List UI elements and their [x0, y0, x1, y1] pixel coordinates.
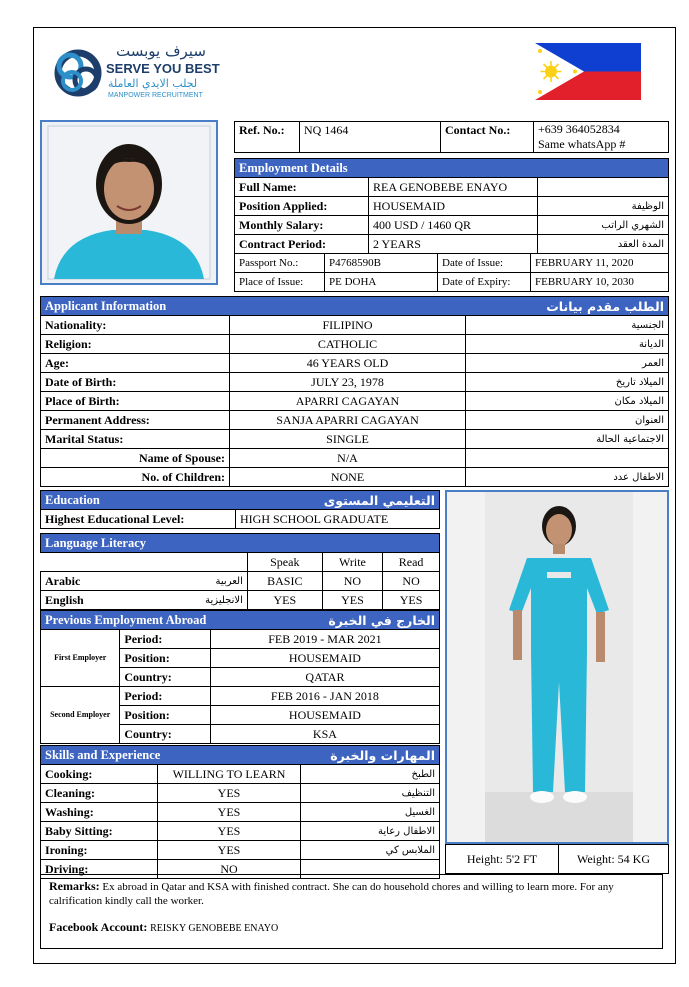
skill-value: YES — [158, 803, 301, 822]
applicant-row — [41, 468, 669, 487]
applicant-arabic: العنوان — [466, 411, 669, 430]
skill-label: Baby Sitting: — [41, 822, 158, 841]
employment-arabic: الوظيفة — [538, 197, 669, 216]
skill-label: Washing: — [41, 803, 158, 822]
applicant-arabic: الاجتماعية الحالة — [466, 430, 669, 449]
ref-label: Ref. No.: — [235, 122, 300, 153]
education-label: Highest Educational Level: — [41, 510, 236, 529]
applicant-face-photo — [40, 120, 218, 285]
language-col-speak: Speak — [247, 553, 322, 572]
logo-knot-icon — [52, 44, 104, 102]
applicant-value: SANJA APARRI CAGAYAN — [230, 411, 466, 430]
employment-value: REA GENOBEBE ENAYO — [369, 178, 538, 197]
education-table — [40, 490, 440, 529]
employment-row — [235, 235, 669, 254]
company-logo — [52, 42, 222, 104]
applicant-row — [41, 449, 669, 468]
skill-label: Cleaning: — [41, 784, 158, 803]
employer-field-label: Period: — [120, 687, 211, 706]
applicant-value: 46 YEARS OLD — [230, 354, 466, 373]
skill-row — [41, 822, 440, 841]
applicant-label: Nationality: — [41, 316, 230, 335]
language-table — [40, 533, 440, 610]
applicant-row — [41, 354, 669, 373]
applicant-label: Religion: — [41, 335, 230, 354]
language-read: YES — [383, 591, 440, 610]
employer-field-value: HOUSEMAID — [210, 706, 439, 725]
language-blank-cell — [41, 553, 248, 572]
height-value: Height: 5'2 FT — [446, 845, 559, 874]
first-employer-label: First Employer — [41, 630, 120, 687]
body-measurements — [445, 844, 669, 874]
facebook-label: Facebook Account: — [49, 920, 148, 934]
skill-arabic: الملابس كي — [301, 841, 440, 860]
applicant-arabic: الاطفال عدد — [466, 468, 669, 487]
applicant-row — [41, 430, 669, 449]
contact-note: Same whatsApp # — [538, 137, 626, 151]
applicant-value: FILIPINO — [230, 316, 466, 335]
expiry-value: FEBRUARY 10, 2030 — [531, 273, 669, 292]
skill-value: WILLING TO LEARN — [158, 765, 301, 784]
employer-field-label: Country: — [120, 725, 211, 744]
philippines-flag — [535, 43, 641, 100]
employment-label: Contract Period: — [235, 235, 369, 254]
employment-arabic: الشهري الراتب — [538, 216, 669, 235]
skills-table — [40, 745, 440, 879]
passport-label: Passport No.: — [235, 254, 325, 273]
issue-place-label: Place of Issue: — [235, 273, 325, 292]
skill-label: Cooking: — [41, 765, 158, 784]
applicant-full-body-photo — [445, 490, 669, 844]
passport-table — [234, 253, 669, 292]
skill-arabic: الاطفال رعاية — [301, 822, 440, 841]
language-name: Arabic — [41, 572, 110, 591]
employer-field-value: HOUSEMAID — [210, 649, 439, 668]
employment-header: Employment Details — [235, 159, 669, 178]
employment-value: HOUSEMAID — [369, 197, 538, 216]
previous-header-arabic: الخارج في الخبرة — [210, 611, 439, 630]
language-col-read: Read — [383, 553, 440, 572]
language-row — [41, 591, 440, 610]
skill-value: YES — [158, 784, 301, 803]
skill-row — [41, 803, 440, 822]
employer-field-label: Position: — [120, 706, 211, 725]
language-read: NO — [383, 572, 440, 591]
education-value: HIGH SCHOOL GRADUATE — [236, 510, 440, 529]
language-write: YES — [322, 591, 382, 610]
language-arabic: الانجليزية — [109, 591, 247, 610]
skill-arabic: الطبخ — [301, 765, 440, 784]
applicant-value: CATHOLIC — [230, 335, 466, 354]
previous-header: Previous Employment Abroad — [41, 611, 211, 630]
employment-label: Full Name: — [235, 178, 369, 197]
employer-field-label: Period: — [120, 630, 211, 649]
applicant-arabic: العمر — [466, 354, 669, 373]
expiry-label: Date of Expiry: — [438, 273, 531, 292]
applicant-value: APARRI CAGAYAN — [230, 392, 466, 411]
reference-table — [234, 121, 669, 153]
previous-employment-table — [40, 610, 440, 744]
employment-value: 400 USD / 1460 QR — [369, 216, 538, 235]
remarks-label: Remarks: — [49, 879, 100, 893]
applicant-label: Marital Status: — [41, 430, 230, 449]
brand-arabic-sub: لجلب الايدي العاملة — [108, 77, 198, 90]
applicant-row — [41, 411, 669, 430]
applicant-label: Place of Birth: — [41, 392, 230, 411]
brand-name: SERVE YOU BEST — [106, 61, 220, 76]
language-row — [41, 572, 440, 591]
skill-value: YES — [158, 822, 301, 841]
skills-header: Skills and Experience — [41, 746, 301, 765]
employment-arabic — [538, 178, 669, 197]
applicant-arabic: الديانة — [466, 335, 669, 354]
second-employer-label: Second Employer — [41, 687, 120, 744]
skill-row — [41, 784, 440, 803]
language-speak: BASIC — [247, 572, 322, 591]
issue-place-value: PE DOHA — [325, 273, 438, 292]
applicant-label: Permanent Address: — [41, 411, 230, 430]
employment-table — [234, 158, 669, 254]
applicant-row — [41, 335, 669, 354]
skill-row — [41, 841, 440, 860]
remarks-text: Ex abroad in Qatar and KSA with finished contract. She can do household chores and willing to learn more. For any calrification kindly call the worker. — [49, 881, 614, 907]
employment-label: Position Applied: — [235, 197, 369, 216]
skill-value: YES — [158, 841, 301, 860]
applicant-value: NONE — [230, 468, 466, 487]
skills-header-arabic: المهارات والخبرة — [301, 746, 440, 765]
issue-date-label: Date of Issue: — [438, 254, 531, 273]
bio-data-page — [33, 27, 676, 964]
employer-field-value: QATAR — [210, 668, 439, 687]
employment-label: Monthly Salary: — [235, 216, 369, 235]
applicant-row — [41, 373, 669, 392]
brand-arabic-name: سيرف يوبست — [116, 42, 206, 60]
employer-field-label: Country: — [120, 668, 211, 687]
skill-row — [41, 765, 440, 784]
applicant-arabic: الميلاد مكان — [466, 392, 669, 411]
language-speak: YES — [247, 591, 322, 610]
applicant-row — [41, 316, 669, 335]
applicant-label: No. of Children: — [41, 468, 230, 487]
contact-value: +639 364052834 — [538, 122, 620, 136]
employer-field-value: KSA — [210, 725, 439, 744]
contact-cell — [534, 122, 669, 153]
applicant-header: Applicant Information — [41, 297, 466, 316]
applicant-label: Age: — [41, 354, 230, 373]
employment-value: 2 YEARS — [369, 235, 538, 254]
skill-value: NO — [158, 860, 301, 879]
employment-row — [235, 178, 669, 197]
employment-arabic: المدة العقد — [538, 235, 669, 254]
applicant-table — [40, 296, 669, 487]
applicant-arabic — [466, 449, 669, 468]
skill-label: Ironing: — [41, 841, 158, 860]
applicant-row — [41, 392, 669, 411]
employment-row — [235, 216, 669, 235]
remarks-box — [40, 874, 663, 949]
weight-value: Weight: 54 KG — [559, 845, 669, 874]
language-arabic: العربية — [109, 572, 247, 591]
language-header: Language Literacy — [41, 534, 440, 553]
applicant-value: SINGLE — [230, 430, 466, 449]
applicant-label: Name of Spouse: — [41, 449, 230, 468]
applicant-label: Date of Birth: — [41, 373, 230, 392]
employer-field-value: FEB 2016 - JAN 2018 — [210, 687, 439, 706]
applicant-value: N/A — [230, 449, 466, 468]
employer-field-label: Position: — [120, 649, 211, 668]
education-header: Education — [41, 491, 236, 510]
employment-row — [235, 197, 669, 216]
skill-arabic: الغسيل — [301, 803, 440, 822]
applicant-header-arabic: الطلب مقدم بيانات — [466, 297, 669, 316]
applicant-arabic: الميلاد تاريخ — [466, 373, 669, 392]
issue-date-value: FEBRUARY 11, 2020 — [531, 254, 669, 273]
language-name: English — [41, 591, 110, 610]
skill-arabic: التنظيف — [301, 784, 440, 803]
education-header-arabic: التعليمي المستوى — [236, 491, 440, 510]
skill-label: Driving: — [41, 860, 158, 879]
language-write: NO — [322, 572, 382, 591]
ref-value: NQ 1464 — [300, 122, 441, 153]
passport-value: P4768590B — [325, 254, 438, 273]
applicant-arabic: الجنسية — [466, 316, 669, 335]
language-col-write: Write — [322, 553, 382, 572]
applicant-value: JULY 23, 1978 — [230, 373, 466, 392]
brand-sub: MANPOWER RECRUITMENT — [108, 92, 203, 99]
employer-field-value: FEB 2019 - MAR 2021 — [210, 630, 439, 649]
contact-label: Contact No.: — [441, 122, 534, 153]
facebook-value: REISKY GENOBEBE ENAYO — [150, 923, 279, 934]
